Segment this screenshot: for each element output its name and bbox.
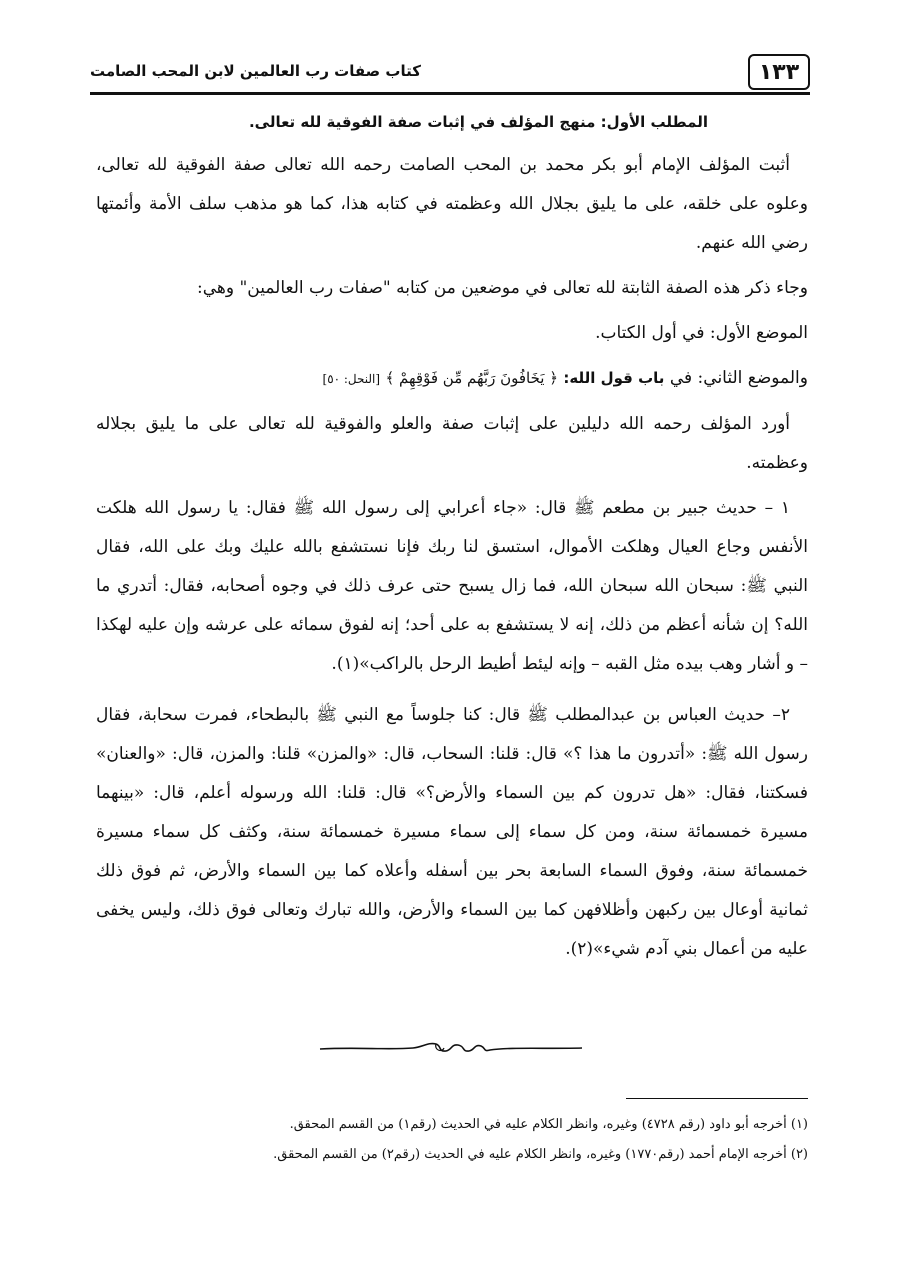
footnotes xyxy=(96,1110,808,1170)
header-book-title: كتاب صفات رب العالمين لابن المحب الصامت xyxy=(90,62,421,80)
paragraph-second-place xyxy=(96,359,808,399)
chapter-heading-inline: باب قول الله: xyxy=(563,369,665,387)
paragraph-evidence-intro-text: أورد المؤلف رحمه الله دليلين على إثبات صفة والعلو والفوقية لله تعالى على ما يليق بجلاله وعظمته. xyxy=(96,414,808,473)
paragraph-two-places-text: وجاء ذكر هذه الصفة الثابتة لله تعالى في موضعين من كتابه "صفات رب العالمين" وهي: xyxy=(196,278,808,298)
main-content xyxy=(96,108,808,969)
paragraph-first-place-text: الموضع الأول: في أول الكتاب. xyxy=(595,323,808,343)
paragraph-intro-text: أثبت المؤلف الإمام أبو بكر محمد بن المحب الصامت رحمه الله تعالى صفة الفوقية لله تعالى، وعلوه على خلقه، على ما يليق بجلال الله وعظمته في كتابه هذا، كما هو مذهب سلف الأمة وأئمتها رضي الله عنهم. xyxy=(96,155,808,253)
quran-verse: ﴿ يَخَافُونَ رَبَّهُم مِّن فَوْقِهِمْ ﴾ xyxy=(385,369,559,387)
second-place-prefix: والموضع الثاني: في xyxy=(669,368,808,388)
ornament-divider-icon xyxy=(318,1038,584,1058)
paragraph-evidence-intro xyxy=(96,405,808,483)
footnote-1: (١) أخرجه أبو داود (رقم ٤٧٢٨) وغيره، وانظر الكلام عليه في الحديث (رقم١) من القسم المحقق. xyxy=(289,1117,808,1132)
verse-citation: [النحل: ٥٠] xyxy=(322,372,381,386)
paragraph-hadith-one-text: ١ – حديث جبير بن مطعم ﷺ قال: «جاء أعرابي إلى رسول الله ﷺ فقال: يا رسول الله هلكت الأنفس وجاع العيال وهلكت الأموال، استسق لنا ربك فإنا نستشفع بالله عليك وبك على الله، فقال النبي ﷺ: سبحان الله سبحان الله، فما زال يسبح حتى عرف ذلك في وجوه أصحابه، فقال: أتدري ما الله؟ إن شأنه أعظم من ذلك، إنه لا يستشفع به على أحد؛ إنه لفوق سمائه على عرشه وإن عليه لهكذا – و أشار وهب بيده مثل القبه – وإنه ليئط أطيط الرحل بالراكب»(١). xyxy=(96,498,808,674)
paragraph-hadith-one xyxy=(96,489,808,684)
footnote-2: (٢) أخرجه الإمام أحمد (رقم١٧٧٠) وغيره، وانظر الكلام عليه في الحديث (رقم٢) من القسم المحقق. xyxy=(273,1147,808,1162)
paragraph-first-place xyxy=(96,314,808,353)
footnote-rule xyxy=(626,1098,808,1099)
paragraph-hadith-two xyxy=(96,696,808,969)
paragraph-intro xyxy=(96,146,808,263)
page-header xyxy=(90,52,810,94)
paragraph-hadith-two-text: ٢– حديث العباس بن عبدالمطلب ﷺ قال: كنا جلوساً مع النبي ﷺ بالبطحاء، فمرت سحابة، فقال رسول الله ﷺ: «أتدرون ما هذا ؟» قال: قلنا: السحاب، قال: «والمزن» قلنا: والمزن، قال: «والعنان» فسكتنا، فقال: «هل تدرون كم بين السماء والأرض؟» قال: قلنا: الله ورسوله أعلم، قال: «بينهما مسيرة خمسمائة سنة، ومن كل سماء إلى سماء مسيرة خمسمائة سنة، وكثف كل سماء مسيرة خمسمائة سنة، وفوق السماء السابعة بحر بين أسفله وأعلاه كما بين السماء والأرض، ثم فوق ذلك ثمانية أوعال بين ركبهن وأظلافهن كما بين السماء والأرض، والله تبارك وتعالى فوق ذلك، وليس يخفى عليه من أعمال بني آدم شيء»(٢). xyxy=(96,705,808,959)
header-rule xyxy=(90,92,810,95)
page-number: ١٣٣ xyxy=(748,54,810,90)
paragraph-two-places xyxy=(96,269,808,308)
section-title: المطلب الأول: منهج المؤلف في إثبات صفة الفوقية لله تعالى. xyxy=(248,113,708,131)
